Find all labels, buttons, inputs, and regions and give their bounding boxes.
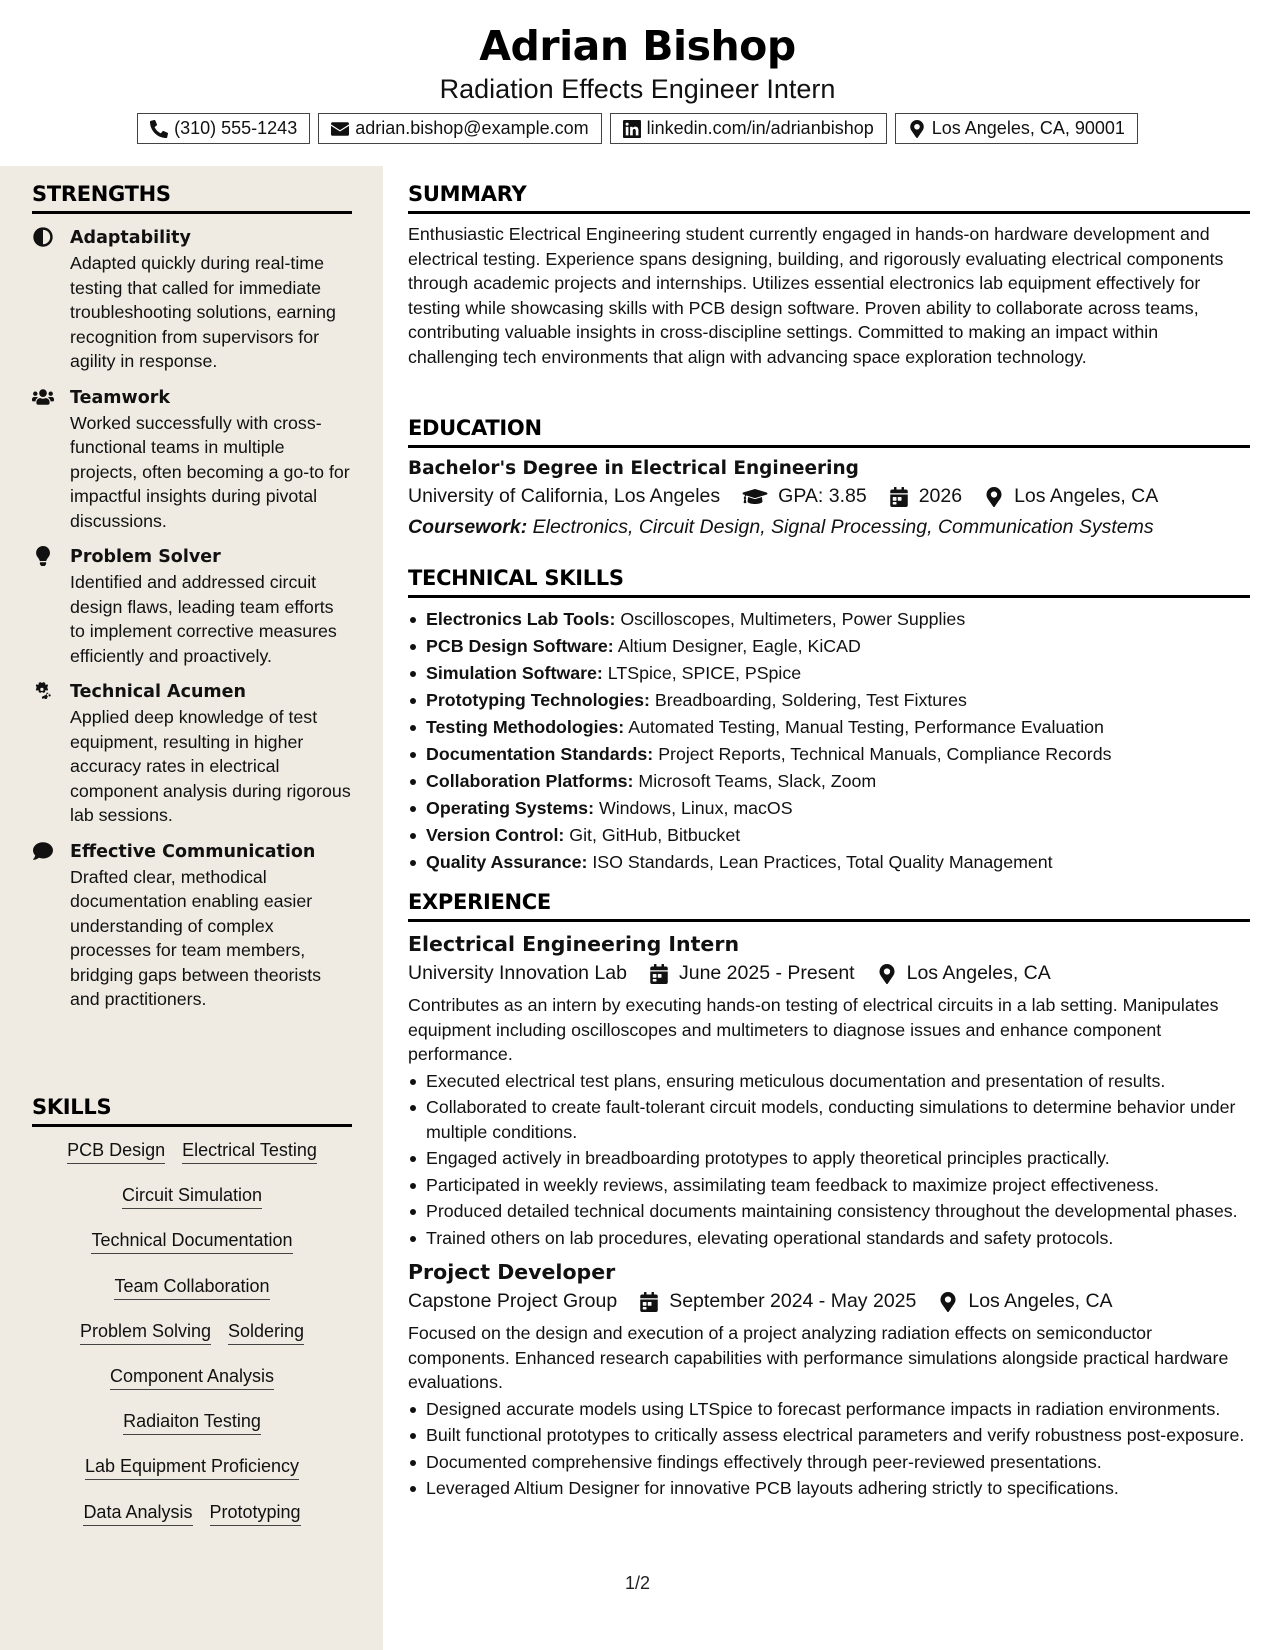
skill-tags xyxy=(32,1139,352,1546)
skill-tag: Component Analysis xyxy=(110,1365,274,1390)
resume-header xyxy=(0,0,1275,166)
strength-desc: Drafted clear, methodical documentation enabling easier understanding of complex processes for team members, bridging gaps between theorists and practitioners. xyxy=(70,866,322,1009)
skill-tag: Team Collaboration xyxy=(114,1275,269,1300)
job-meta xyxy=(408,1290,1250,1313)
education-heading: EDUCATION xyxy=(408,416,1250,448)
list-item: Executed electrical test plans, ensuring meticulous documentation and presentation of results. xyxy=(408,1069,1250,1094)
contact-phone[interactable] xyxy=(137,113,310,144)
job-description: Focused on the design and execution of a project analyzing radiation effects on semiconductor components. Enhanced research capabilities with performance simulations alongside practical hardware evaluations. xyxy=(408,1323,1229,1392)
main-column xyxy=(383,166,1275,1650)
summary-text: Enthusiastic Electrical Engineering student currently engaged in hands-on hardware development and electrical testing. Experience spans designing, building, and rigorously evaluating electrical components through academic projects and internships. Utilizes essential electronics lab equipment effectively for testing while showcasing skills with PCB design software. Proven ability to collaborate across teams, contributing valuable insights in cross-discipline settings. Committed to making an impact within challenging tech environments that align with advancing space exploration technology. xyxy=(408,224,1224,367)
technical-skills-list xyxy=(408,606,1250,876)
list-item: Prototyping Technologies: Breadboarding, Soldering, Test Fixtures xyxy=(408,687,1250,714)
summary-heading: SUMMARY xyxy=(408,182,1250,214)
job-location: Los Angeles, CA xyxy=(906,962,1051,984)
skill-tag: Technical Documentation xyxy=(91,1229,292,1254)
strength-title: Adaptability xyxy=(70,228,191,248)
grad-year: 2026 xyxy=(918,485,963,507)
skill-tag: Soldering xyxy=(228,1320,304,1345)
skill-tag: Radiaiton Testing xyxy=(123,1410,261,1435)
list-item: Leveraged Altium Designer for innovative PCB layouts adhering strictly to specifications. xyxy=(408,1476,1250,1501)
graduation-cap-icon xyxy=(742,487,768,507)
strengths-section xyxy=(32,182,352,1012)
skill-tag: Prototyping xyxy=(210,1501,301,1526)
contact-phone-text: (310) 555-1243 xyxy=(174,118,298,138)
list-item: Version Control: Git, GitHub, Bitbucket xyxy=(408,822,1250,849)
strength-item xyxy=(32,226,352,374)
experience-heading: EXPERIENCE xyxy=(408,890,1250,922)
skill-tag: Data Analysis xyxy=(83,1501,192,1526)
map-marker-icon xyxy=(877,964,897,984)
map-marker-icon xyxy=(938,1292,958,1312)
list-item: Collaboration Platforms: Microsoft Teams, Slack, Zoom xyxy=(408,768,1250,795)
list-item: Participated in weekly reviews, assimilating team feedback to maximize project effectiveness. xyxy=(408,1173,1250,1198)
coursework-list: Electronics, Circuit Design, Signal Processing, Communication Systems xyxy=(532,516,1154,538)
list-item: Documentation Standards: Project Reports, Technical Manuals, Compliance Records xyxy=(408,741,1250,768)
linkedin-icon xyxy=(623,120,641,138)
strength-title: Technical Acumen xyxy=(70,682,246,702)
skills-heading: SKILLS xyxy=(32,1095,352,1127)
contact-linkedin[interactable] xyxy=(610,113,887,144)
skill-tag: Problem Solving xyxy=(80,1320,211,1345)
list-item: Produced detailed technical documents maintaining consistency throughout the developmental phases. xyxy=(408,1199,1250,1224)
list-item: Engaged actively in breadboarding prototypes to apply theoretical principles practically. xyxy=(408,1146,1250,1171)
strength-desc: Adapted quickly during real-time testing that called for immediate troubleshooting solutions, earning recognition from supervisors for agility in response. xyxy=(70,253,336,371)
contact-email-text: adrian.bishop@example.com xyxy=(355,118,589,138)
lightbulb-icon xyxy=(32,546,54,566)
job-meta xyxy=(408,962,1250,985)
job-bullets xyxy=(408,1069,1250,1251)
list-item: Quality Assurance: ISO Standards, Lean Practices, Total Quality Management xyxy=(408,849,1250,876)
strength-title: Problem Solver xyxy=(70,547,221,567)
education-meta xyxy=(408,485,1250,508)
coursework xyxy=(408,516,1250,539)
strength-desc: Worked successfully with cross-functional teams in multiple projects, often becoming a go-to for impactful insights during pivotal discussions. xyxy=(70,412,350,531)
school-name: University of California, Los Angeles xyxy=(408,485,721,507)
calendar-icon xyxy=(889,487,909,507)
experience-section xyxy=(408,890,1250,1503)
skill-tag: Electrical Testing xyxy=(182,1139,317,1164)
list-item: Testing Methodologies: Automated Testing, Manual Testing, Performance Evaluation xyxy=(408,714,1250,741)
list-item: Designed accurate models using LTSpice to forecast performance impacts in radiation environments. xyxy=(408,1397,1250,1422)
list-item: Electronics Lab Tools: Oscilloscopes, Multimeters, Power Supplies xyxy=(408,606,1250,633)
technical-skills-heading: TECHNICAL SKILLS xyxy=(408,566,1250,598)
skill-tag: Circuit Simulation xyxy=(122,1184,262,1209)
job-org: University Innovation Lab xyxy=(408,962,627,984)
summary-section xyxy=(408,182,1250,369)
users-icon xyxy=(32,387,54,407)
job-dates: June 2025 - Present xyxy=(678,962,855,984)
contact-location xyxy=(895,113,1138,144)
list-item: PCB Design Software: Altium Designer, Eagle, KiCAD xyxy=(408,633,1250,660)
strength-item xyxy=(32,545,352,668)
skill-tag: PCB Design xyxy=(67,1139,165,1164)
list-item: Collaborated to create fault-tolerant circuit models, conducting simulations to determine behavior under multiple conditions. xyxy=(408,1095,1250,1144)
job-entry xyxy=(408,932,1250,1250)
page-number: 1/2 xyxy=(624,1573,651,1593)
job-title: Electrical Engineering Intern xyxy=(408,932,740,956)
map-marker-icon xyxy=(908,120,926,138)
contact-location-text: Los Angeles, CA, 90001 xyxy=(931,118,1125,138)
strengths-heading: STRENGTHS xyxy=(32,182,352,214)
list-item: Simulation Software: LTSpice, SPICE, PSpice xyxy=(408,660,1250,687)
education-section xyxy=(408,416,1250,539)
candidate-name: Adrian Bishop xyxy=(479,22,796,70)
map-marker-icon xyxy=(984,487,1004,507)
calendar-icon xyxy=(649,964,669,984)
coursework-label: Coursework: xyxy=(408,516,528,538)
job-org: Capstone Project Group xyxy=(408,1290,618,1312)
strength-desc: Identified and addressed circuit design flaws, leading team efforts to implement corrective measures efficiently and proactively. xyxy=(70,572,337,666)
job-title: Project Developer xyxy=(408,1260,616,1284)
phone-icon xyxy=(150,120,168,138)
job-bullets xyxy=(408,1397,1250,1501)
contact-linkedin-text: linkedin.com/in/adrianbishop xyxy=(646,118,874,138)
skills-section xyxy=(32,1095,352,1546)
cogs-icon xyxy=(32,681,54,701)
adjust-icon xyxy=(32,227,54,247)
skill-tag: Lab Equipment Proficiency xyxy=(85,1455,299,1480)
strength-title: Teamwork xyxy=(70,387,170,408)
envelope-icon xyxy=(331,120,349,138)
strength-desc: Applied deep knowledge of test equipment, resulting in higher accuracy rates in electrical component analysis during rigorous lab sessions. xyxy=(70,707,351,825)
education-location: Los Angeles, CA xyxy=(1014,485,1159,507)
candidate-role: Radiation Effects Engineer Intern xyxy=(439,74,836,104)
calendar-icon xyxy=(639,1292,659,1312)
strength-item xyxy=(32,840,352,1012)
strength-item xyxy=(32,680,352,828)
gpa: GPA: 3.85 xyxy=(778,485,867,507)
comment-icon xyxy=(32,841,54,861)
contact-email[interactable] xyxy=(318,113,601,144)
job-entry xyxy=(408,1260,1250,1501)
job-dates: September 2024 - May 2025 xyxy=(669,1290,917,1312)
list-item: Operating Systems: Windows, Linux, macOS xyxy=(408,795,1250,822)
contact-bar xyxy=(0,113,1275,144)
list-item: Trained others on lab procedures, elevating operational standards and safety protocols. xyxy=(408,1226,1250,1251)
list-item: Built functional prototypes to critically assess electrical parameters and verify robustness post-exposure. xyxy=(408,1423,1250,1448)
strength-item xyxy=(32,386,352,534)
job-location: Los Angeles, CA xyxy=(968,1290,1113,1312)
job-description: Contributes as an intern by executing hands-on testing of electrical circuits in a lab setting. Manipulates equipment including oscilloscopes and multimeters to diagnose issues and enhance component performance. xyxy=(408,995,1219,1064)
list-item: Documented comprehensive findings effectively through peer-reviewed presentations. xyxy=(408,1450,1250,1475)
degree-title: Bachelor's Degree in Electrical Engineering xyxy=(408,458,859,479)
strength-title: Effective Communication xyxy=(70,841,316,862)
sidebar xyxy=(0,166,383,1650)
technical-skills-section xyxy=(408,566,1250,876)
